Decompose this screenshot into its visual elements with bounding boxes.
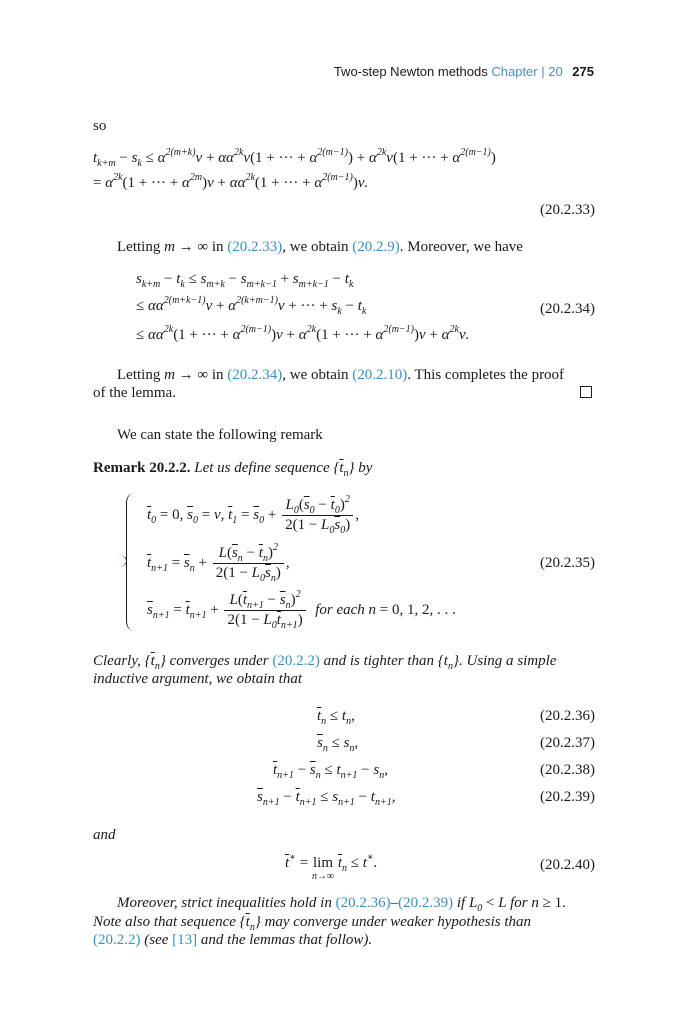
equation-20-2-34-line1: $s_{k+m} - t_k \le s_{m+k} - s_{m+k-1} + s_{m+k-1} - t_k$ <box>136 271 354 290</box>
system-line-2: $\overline{t}_{n+1} = \overline{s}_n$ + $\frac{L(\overline{s}_n - \overline{t}_n)^2}{2(1 - L_0\overline{s}_n)}$ , <box>147 542 290 584</box>
equation-number-20-2-38: (20.2.38) <box>540 762 595 778</box>
letting-paragraph-1: Letting m → ∞ in (20.2.33), we obtain (20.2.9). Moreover, we have <box>117 239 523 255</box>
letting-paragraph-2: Letting m → ∞ in (20.2.34), we obtain (20.2.10). This completes the proof <box>117 367 565 383</box>
so-text: so <box>93 118 107 134</box>
ref-20-2-2[interactable]: (20.2.2) <box>272 653 320 669</box>
equation-number-20-2-37: (20.2.37) <box>540 735 595 751</box>
inequality-20-2-37: $\overline{s}_n \le s_n$, <box>317 735 359 754</box>
system-line-3: $\overline{s}_{n+1} = \overline{t}_{n+1}$ + $\frac{L(\overline{t}_{n+1} - \overline{s}_n)^2}{2(1 - L_0\overline{t}_{n+1})}$ for each n = 0, 1, 2, . . . <box>147 589 456 631</box>
ref-20-2-10[interactable]: (20.2.10) <box>352 367 408 383</box>
equation-20-2-40: $\overline{t}^∗ = \lim$ n→∞ $\overline{t}_n \le t^∗$. <box>285 852 378 882</box>
ref-20-2-39[interactable]: (20.2.39) <box>398 895 454 911</box>
system-line-1: $\overline{t}_0 = 0$, $\overline{s}_0 = \nu$, $\overline{t}_1 = \overline{s}_0$ + $\frac{L_0(\overline{s}_0 - \overline{t}_0)^2}{2(1 - L_0\overline{s}_0)}$ , <box>147 494 359 536</box>
equation-20-2-33-line2: = $\alpha^{2k}(1$ + ··· + $\alpha^{2m})\nu + \alpha\alpha^{2k}(1$ + ··· + $\alpha^{2(m-1)})\nu$. <box>93 172 369 191</box>
equation-20-2-34-line2: ≤ $\alpha\alpha^{2(m+k-1)}\nu + \alpha^{2(k+m-1)}\nu$ + ··· + $s_k - t_k$ <box>136 295 367 317</box>
and-text: and <box>93 827 116 843</box>
ref-20-2-36[interactable]: (20.2.36) <box>335 895 391 911</box>
equation-number-20-2-35: (20.2.35) <box>540 555 595 571</box>
qed-square-icon <box>580 386 592 398</box>
ref-20-2-9[interactable]: (20.2.9) <box>352 239 400 255</box>
equation-number-20-2-36: (20.2.36) <box>540 708 595 724</box>
clearly-paragraph: Clearly, $\{\overline{t}_n\}$ converges under (20.2.2) and is tighter than $\{t_n\}$. Using a simple <box>93 653 557 672</box>
equation-number-20-2-33: (20.2.33) <box>540 202 595 218</box>
inequality-20-2-39: $\overline{s}_{n+1} - \overline{t}_{n+1} \le s_{n+1} - t_{n+1}$, <box>257 789 396 808</box>
ref-20-2-2-second[interactable]: (20.2.2) <box>93 932 141 948</box>
remark-label: Remark 20.2.2. <box>93 460 191 476</box>
inequality-20-2-38: $\overline{t}_{n+1} - \overline{s}_n \le t_{n+1} - s_n$, <box>273 762 388 781</box>
chapter-label: Chapter | 20 <box>491 64 563 79</box>
note-paragraph-line2: (20.2.2) (see [13] and the lemmas that follow). <box>93 932 373 948</box>
cite-13[interactable]: [13] <box>172 932 198 948</box>
equation-20-2-33-line1: $t_{k+m} - s_k \le \alpha^{2(m+k)}\nu + \alpha\alpha^{2k}\nu(1$ + ··· + $\alpha^{2(m-1)}) + \alpha^{2k}\nu(1$ + ··· + $\alpha^{2(m-1)}$) <box>93 147 496 169</box>
equation-number-20-2-34: (20.2.34) <box>540 301 595 317</box>
running-header <box>334 64 594 79</box>
ref-20-2-33[interactable]: (20.2.33) <box>227 239 283 255</box>
equation-number-20-2-40: (20.2.40) <box>540 857 595 873</box>
page-number: 275 <box>572 64 594 79</box>
equation-number-20-2-39: (20.2.39) <box>540 789 595 805</box>
moreover-paragraph: Moreover, strict inequalities hold in (20.2.36)–(20.2.39) if $L_0 < L$ for n ≥ 1. <box>117 895 566 914</box>
remark-20-2-2: Remark 20.2.2. Let us define sequence $\{\overline{t}_n\}$ by <box>93 460 373 479</box>
ref-20-2-34[interactable]: (20.2.34) <box>227 367 283 383</box>
state-remark-text: We can state the following remark <box>117 427 323 443</box>
note-paragraph: Note also that sequence $\{\overline{t}_n\}$ may converge under weaker hypothesis than <box>93 914 532 933</box>
left-brace <box>126 493 135 631</box>
equation-20-2-34-line3: ≤ $\alpha\alpha^{2k}(1$ + ··· + $\alpha^{2(m-1)})\nu + \alpha^{2k}(1$ + ··· + $\alpha^{2(m-1)})\nu + \alpha^{2k}\nu$. <box>136 324 470 343</box>
running-title: Two-step Newton methods <box>333 64 488 79</box>
letting-paragraph-2-line2: of the lemma. <box>93 385 176 401</box>
clearly-paragraph-line2: inductive argument, we obtain that <box>93 671 302 687</box>
inequality-20-2-36: $\overline{t}_n \le t_n$, <box>317 708 355 727</box>
